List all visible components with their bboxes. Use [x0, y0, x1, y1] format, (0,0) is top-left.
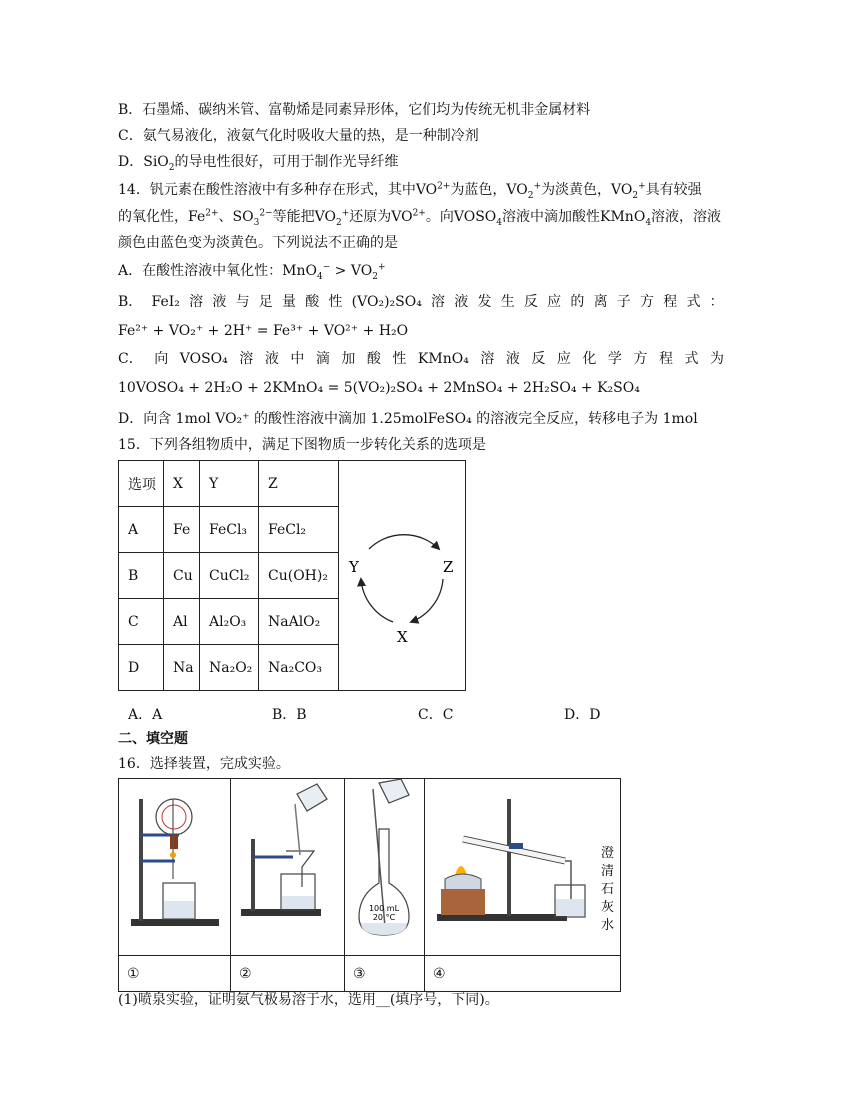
table-cell: B: [119, 553, 164, 599]
justified-token: 液: [505, 351, 520, 367]
justified-token: 发: [477, 294, 492, 310]
q15-choice-c: C．C: [418, 707, 454, 723]
q15-options-table: [118, 460, 466, 691]
justified-token: 溶: [480, 351, 495, 367]
fountain-apparatus-image: [119, 779, 230, 951]
justified-token: 生: [500, 294, 515, 310]
table-cell: Cu: [164, 553, 200, 599]
justified-token: 液: [212, 294, 227, 310]
apparatus-fountain: [119, 779, 231, 956]
q13-option-c: C．氨气易液化，液氨气化时吸收大量的热，是一种制冷剂: [118, 128, 479, 144]
q14-option-c: [118, 349, 724, 369]
justified-token: 离: [593, 294, 608, 310]
limewater-char: 澄: [601, 846, 615, 861]
table-cell: Al₂O₃: [200, 599, 259, 645]
table-cell: FeCl₂: [259, 507, 339, 553]
limewater-char: 清: [601, 864, 615, 879]
table-header: 选项: [119, 461, 164, 507]
q14-stem-line1: 14．钒元素在酸性溶液中有多种存在形式，其中$VO^{2+}$为蓝色，$VO_2^+$为淡黄色，$VO_2^+$具有较强: [118, 181, 702, 201]
justified-token: KMnO₄: [417, 351, 469, 367]
apparatus-label-3: ③: [345, 956, 425, 992]
apparatus-label-2: ②: [231, 956, 345, 992]
q14-option-a: A．在酸性溶液中氧化性：$MnO_4^- > VO_2^+$: [118, 262, 386, 282]
table-cell: D: [119, 645, 164, 691]
q14-stem-line2: 的氧化性，$Fe^{2+}$、$SO_3^{2-}$等能把$VO_2^+$还原为$VO^{2+}$。向$VOSO_4$溶液中滴加酸性KMnO$_4$溶液，溶液: [118, 208, 722, 228]
justified-token: 酸: [305, 294, 320, 310]
justified-token: 溶: [431, 294, 446, 310]
justified-token: 性: [328, 294, 343, 310]
q16-stem: 16．选择装置，完成实验。: [118, 756, 290, 772]
limewater-char: 石: [601, 882, 615, 897]
q14-option-b: [118, 292, 724, 312]
apparatus-filtration: [231, 779, 345, 956]
justified-token: 程: [658, 351, 673, 367]
node-x: X: [397, 627, 408, 646]
apparatus-heating: [425, 779, 621, 956]
justified-token: 加: [341, 351, 356, 367]
node-y: Y: [349, 557, 359, 576]
table-cell: Al: [164, 599, 200, 645]
table-cell: FeCl₃: [200, 507, 259, 553]
justified-token: 化: [582, 351, 597, 367]
table-cell: Na₂O₂: [200, 645, 259, 691]
justified-token: 滴: [315, 351, 330, 367]
justified-token: B．: [118, 294, 143, 310]
apparatus-label-1: ①: [119, 956, 231, 992]
q14-option-b-equation: Fe²⁺ + VO₂⁺ + 2H⁺ = Fe³⁺ + VO²⁺ + H₂O: [118, 323, 409, 339]
justified-token: 程: [663, 294, 678, 310]
table-cell: A: [119, 507, 164, 553]
justified-token: C．: [118, 351, 143, 367]
table-header: Y: [200, 461, 259, 507]
table-cell: Fe: [164, 507, 200, 553]
justified-token: 应: [556, 351, 571, 367]
conversion-diagram-cell: [339, 461, 466, 691]
justified-token: 酸: [366, 351, 381, 367]
table-cell: C: [119, 599, 164, 645]
justified-token: 液: [454, 294, 469, 310]
table-cell: CuCl₂: [200, 553, 259, 599]
table-cell: Na: [164, 645, 200, 691]
flask-volume-label: 100 mL: [368, 904, 400, 913]
volumetric-flask-image: [345, 779, 424, 951]
justified-token: (VO₂)₂SO₄: [351, 294, 422, 310]
table-header: Z: [259, 461, 339, 507]
q15-stem: 15．下列各组物质中，满足下图物质一步转化关系的选项是: [118, 437, 486, 453]
q14-option-c-equation: 10VOSO₄ + 2H₂O + 2KMnO₄ = 5(VO₂)₂SO₄ + 2MnSO₄ + 2H₂SO₄ + K₂SO₄: [118, 380, 640, 396]
limewater-char: 灰: [601, 900, 615, 915]
apparatus-volumetric-flask: [345, 779, 425, 956]
table-header: X: [164, 461, 200, 507]
justified-token: 与: [235, 294, 250, 310]
q16-subquestion-1: (1)喷泉实验，证明氨气极易溶于水，选用__(填序号，下同)。: [118, 992, 499, 1008]
justified-token: 的: [570, 294, 585, 310]
justified-token: 反: [531, 351, 546, 367]
table-cell: NaAlO₂: [259, 599, 339, 645]
flask-temperature-label: 20 °C: [372, 913, 396, 922]
justified-token: 量: [282, 294, 296, 310]
justified-token: 式: [686, 294, 701, 310]
justified-token: FeI₂: [151, 294, 180, 310]
apparatus-table: [118, 778, 621, 992]
justified-token: 中: [290, 351, 305, 367]
justified-token: VOSO₄: [179, 351, 228, 367]
filtration-apparatus-image: [231, 779, 344, 951]
justified-token: 溶: [239, 351, 254, 367]
justified-token: 足: [258, 294, 273, 310]
justified-token: 应: [547, 294, 562, 310]
section-heading: 二、填空题: [118, 731, 188, 747]
conversion-cycle-diagram: [339, 484, 465, 664]
q15-choice-b: B．B: [272, 707, 307, 723]
justified-token: ：: [709, 294, 724, 310]
q15-choice-a: A．A: [128, 707, 163, 723]
q13-option-d: D．SiO$_2$的导电性很好，可用于制作光导纤维: [118, 154, 399, 173]
justified-token: 性: [392, 351, 407, 367]
justified-token: 反: [523, 294, 538, 310]
justified-token: 方: [640, 294, 655, 310]
justified-token: 式: [684, 351, 699, 367]
justified-token: 液: [264, 351, 279, 367]
apparatus-label-4: ④: [425, 956, 621, 992]
justified-token: 为: [709, 351, 724, 367]
justified-token: 向: [154, 351, 169, 367]
justified-token: 溶: [189, 294, 204, 310]
justified-token: 学: [607, 351, 622, 367]
q15-choice-d: D．D: [564, 707, 601, 723]
justified-token: 子: [616, 294, 631, 310]
table-cell: Cu(OH)₂: [259, 553, 339, 599]
q14-option-d: D．向含 1mol VO₂⁺ 的酸性溶液中滴加 1.25molFeSO₄ 的溶液完全反应，转移电子为 1mol: [118, 411, 698, 427]
limewater-char: 水: [601, 918, 615, 933]
table-cell: Na₂CO₃: [259, 645, 339, 691]
q14-stem-line3: 颜色由蓝色变为淡黄色。下列说法不正确的是: [118, 235, 398, 251]
heating-apparatus-image: [425, 779, 620, 951]
q13-option-b: B．石墨烯、碳纳米管、富勒烯是同素异形体，它们均为传统无机非金属材料: [118, 102, 591, 118]
justified-token: 方: [633, 351, 648, 367]
node-z: Z: [443, 557, 454, 576]
